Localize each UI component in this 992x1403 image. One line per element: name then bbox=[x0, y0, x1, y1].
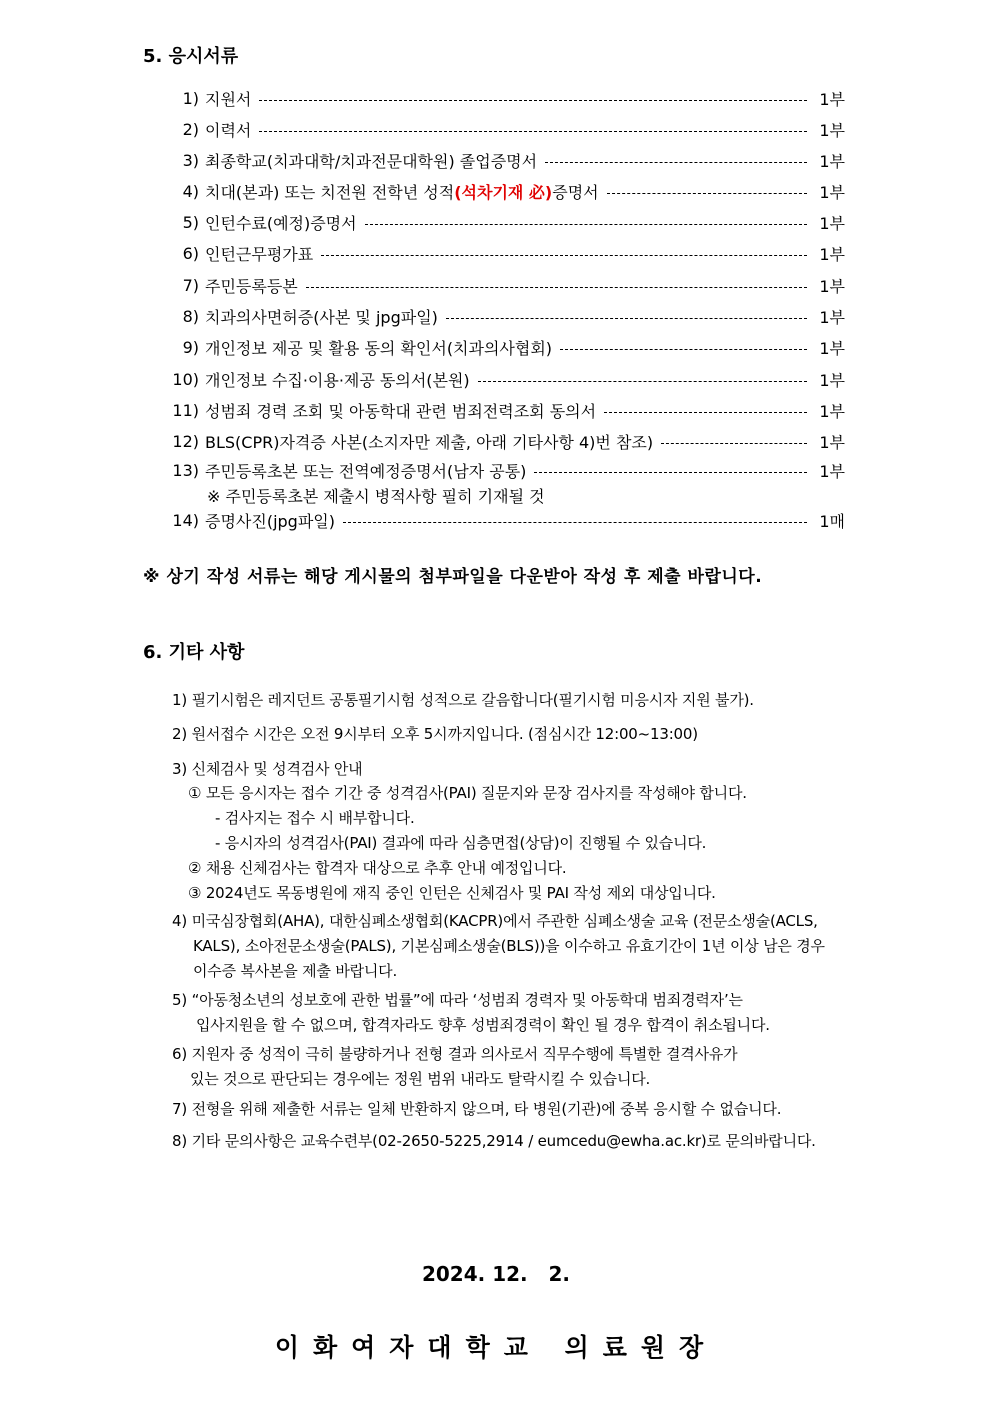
item-num: 7) bbox=[182, 275, 199, 295]
item-qty: 1부 bbox=[819, 432, 845, 452]
doc-item bbox=[165, 335, 845, 359]
emphasis-text: (석차기재 必) bbox=[454, 182, 553, 202]
leader-dots bbox=[343, 522, 807, 523]
leader-dots bbox=[365, 224, 807, 225]
item-label-pre: 치대(본과) 또는 치전원 전학년 성적 bbox=[205, 182, 455, 202]
submission-notice: ※ 상기 작성 서류는 해당 게시물의 첨부파일을 다운받아 작성 후 제출 바랍니다. bbox=[143, 567, 763, 587]
etc-line: 입사지원을 할 수 없으며, 합격자라도 향후 성범죄경력이 확인 될 경우 합격이 취소됩니다. bbox=[196, 1016, 770, 1034]
item-num: 11) bbox=[172, 400, 199, 420]
etc-line: 1) 필기시험은 레지던트 공통필기시험 성적으로 갈음합니다(필기시험 미응시자 지원 불가). bbox=[172, 691, 754, 709]
item-num: 1) bbox=[182, 88, 199, 108]
issuer-signature: 이화여자대학교 의료원장 bbox=[274, 1333, 718, 1362]
doc-item bbox=[165, 117, 845, 141]
section5-title: 5. 응시서류 bbox=[143, 46, 239, 67]
etc-line: 8) 기타 문의사항은 교육수련부(02-2650-5225,2914 / eumcedu@ewha.ac.kr)로 문의바랍니다. bbox=[172, 1132, 816, 1150]
item-num: 2) bbox=[182, 119, 199, 139]
doc-item bbox=[165, 367, 845, 391]
item-num: 9) bbox=[182, 337, 199, 357]
item13-note: ※ 주민등록초본 제출시 병적사항 필히 기재될 것 bbox=[207, 487, 545, 506]
item-qty: 1부 bbox=[819, 213, 845, 233]
doc-item bbox=[165, 241, 845, 265]
item-qty: 1부 bbox=[819, 338, 845, 358]
item-num: 14) bbox=[172, 510, 199, 530]
item-num: 8) bbox=[182, 306, 199, 326]
doc-item bbox=[165, 86, 845, 110]
doc-item bbox=[165, 304, 845, 328]
etc-line: 5) “아동청소년의 성보호에 관한 법률”에 따라 ‘성범죄 경력자 및 아동학대 범죄경력자’는 bbox=[172, 991, 743, 1009]
item-num: 10) bbox=[172, 369, 199, 389]
item-qty: 1부 bbox=[819, 244, 845, 264]
leader-dots bbox=[259, 100, 807, 101]
item-label: 치과의사면허증(사본 및 jpg파일) bbox=[205, 307, 438, 327]
item-qty: 1부 bbox=[819, 370, 845, 390]
item-num: 5) bbox=[182, 212, 199, 232]
item-num: 3) bbox=[182, 150, 199, 170]
leader-dots bbox=[259, 131, 807, 132]
item-qty: 1부 bbox=[819, 120, 845, 140]
etc-line: - 검사지는 접수 시 배부합니다. bbox=[215, 809, 415, 827]
leader-dots bbox=[545, 162, 807, 163]
etc-line: 6) 지원자 중 성적이 극히 불량하거나 전형 결과 의사로서 직무수행에 특별한 결격사유가 bbox=[172, 1045, 738, 1063]
leader-dots bbox=[321, 255, 807, 256]
leader-dots bbox=[560, 349, 807, 350]
item-label: 개인정보 제공 및 활용 동의 확인서(치과의사협회) bbox=[205, 338, 553, 358]
leader-dots bbox=[607, 193, 807, 194]
etc-line: 7) 전형을 위해 제출한 서류는 일체 반환하지 않으며, 타 병원(기관)에 중복 응시할 수 없습니다. bbox=[172, 1100, 782, 1118]
doc-item bbox=[165, 179, 845, 203]
item-label: 이력서 bbox=[205, 120, 252, 140]
etc-line: - 응시자의 성격검사(PAI) 결과에 따라 심층면접(상담)이 진행될 수 있습니다. bbox=[215, 834, 707, 852]
leader-dots bbox=[478, 381, 807, 382]
item-label: 지원서 bbox=[205, 89, 252, 109]
etc-line: 2) 원서접수 시간은 오전 9시부터 오후 5시까지입니다. (점심시간 12:00~13:00) bbox=[172, 725, 698, 743]
item-qty: 1매 bbox=[819, 511, 845, 531]
leader-dots bbox=[534, 472, 807, 473]
etc-line: KALS), 소아전문소생술(PALS), 기본심폐소생술(BLS))을 이수하고 유효기간이 1년 이상 남은 경우 bbox=[193, 937, 825, 955]
item-label: 주민등록초본 또는 전역예정증명서(남자 공통) bbox=[205, 461, 527, 481]
etc-line: 3) 신체검사 및 성격검사 안내 bbox=[172, 760, 363, 778]
item-num: 4) bbox=[182, 181, 199, 201]
item-num: 6) bbox=[182, 243, 199, 263]
item-label: 인턴수료(예정)증명서 bbox=[205, 213, 357, 233]
item-label: 개인정보 수집·이용·제공 동의서(본원) bbox=[205, 370, 470, 390]
item-qty: 1부 bbox=[819, 182, 845, 202]
doc-item bbox=[165, 273, 845, 297]
etc-line: 이수증 복사본을 제출 바랍니다. bbox=[193, 962, 398, 980]
leader-dots bbox=[661, 443, 807, 444]
etc-line: 4) 미국심장협회(AHA), 대한심폐소생협회(KACPR)에서 주관한 심폐소생술 교육 (전문소생술(ACLS, bbox=[172, 912, 818, 930]
leader-dots bbox=[446, 318, 807, 319]
item-label: 주민등록등본 bbox=[205, 276, 298, 296]
document-date: 2024. 12. 2. bbox=[421, 1262, 571, 1286]
item-qty: 1부 bbox=[819, 89, 845, 109]
item-qty: 1부 bbox=[819, 307, 845, 327]
doc-item bbox=[165, 508, 845, 532]
doc-item bbox=[165, 429, 845, 453]
doc-item bbox=[165, 458, 845, 482]
item-num: 13) bbox=[172, 460, 199, 480]
item-label: 성범죄 경력 조회 및 아동학대 관련 범죄전력조회 동의서 bbox=[205, 401, 597, 421]
doc-item bbox=[165, 398, 845, 422]
etc-line: ② 채용 신체검사는 합격자 대상으로 추후 안내 예정입니다. bbox=[188, 859, 567, 877]
doc-item bbox=[165, 210, 845, 234]
item-num: 12) bbox=[172, 431, 199, 451]
leader-dots bbox=[604, 412, 807, 413]
item-label: 최종학교(치과대학/치과전문대학원) 졸업증명서 bbox=[205, 151, 538, 171]
item-label: 인턴근무평가표 bbox=[205, 244, 314, 264]
item-qty: 1부 bbox=[819, 276, 845, 296]
item-qty: 1부 bbox=[819, 401, 845, 421]
item-qty: 1부 bbox=[819, 461, 845, 481]
etc-line: 있는 것으로 판단되는 경우에는 정원 범위 내라도 탈락시킬 수 있습니다. bbox=[190, 1070, 651, 1088]
doc-item bbox=[165, 148, 845, 172]
etc-line: ① 모든 응시자는 접수 기간 중 성격검사(PAI) 질문지와 문장 검사지를 작성해야 합니다. bbox=[188, 784, 747, 802]
item-label-post: 증명서 bbox=[552, 182, 599, 202]
etc-line: ③ 2024년도 목동병원에 재직 중인 인턴은 신체검사 및 PAI 작성 제외 대상입니다. bbox=[188, 884, 716, 902]
item-qty: 1부 bbox=[819, 151, 845, 171]
item-label bbox=[205, 180, 599, 203]
item-label: BLS(CPR)자격증 사본(소지자만 제출, 아래 기타사항 4)번 참조) bbox=[205, 432, 654, 452]
section6-title: 6. 기타 사항 bbox=[143, 642, 245, 663]
item-label: 증명사진(jpg파일) bbox=[205, 511, 335, 531]
leader-dots bbox=[306, 287, 807, 288]
